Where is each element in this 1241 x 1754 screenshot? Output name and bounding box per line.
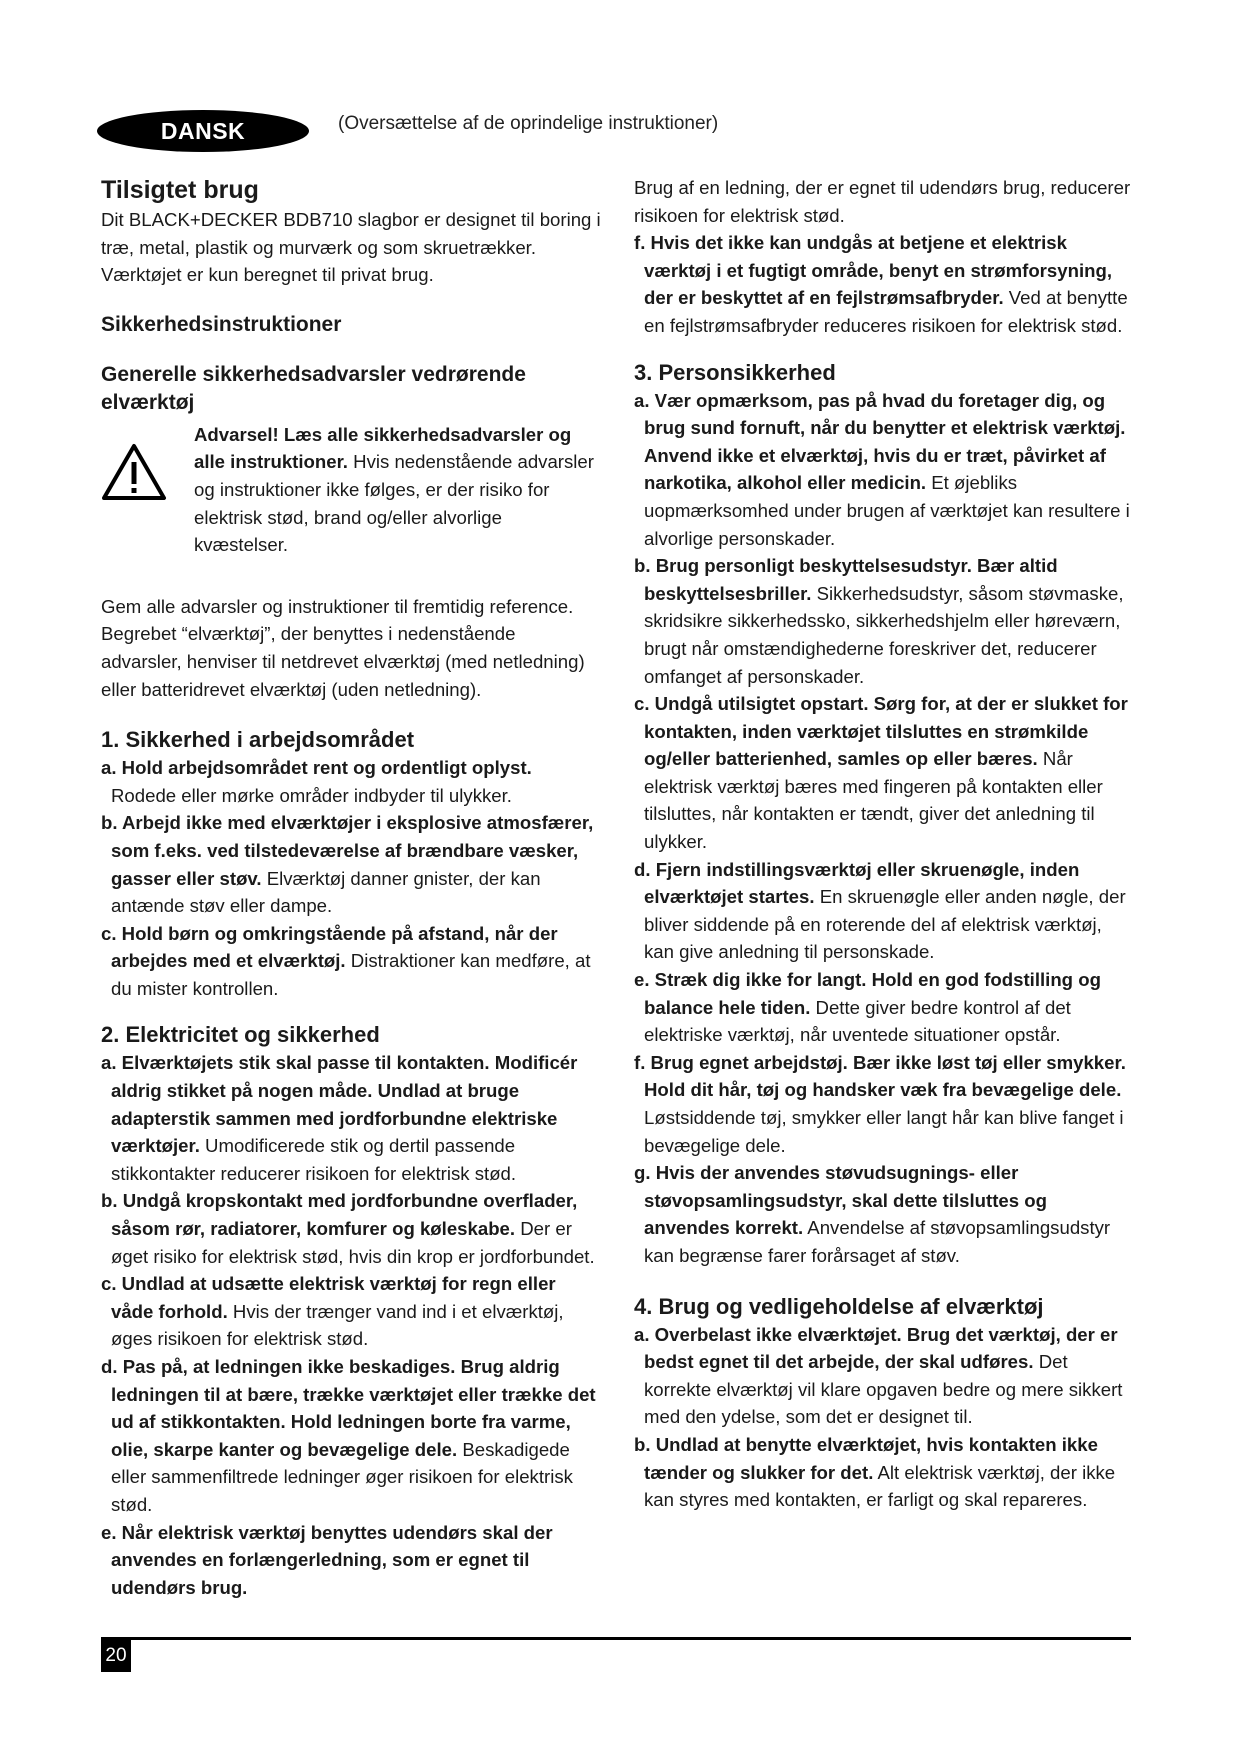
right-column <box>634 174 1134 1514</box>
intended-use-text: Dit BLACK+DECKER BDB710 slagbor er designet til boring i træ, metal, plastik og murværk og som skruetrækker. Værktøjet er kun beregnet til privat brug. <box>101 209 601 286</box>
footer-rule <box>101 1637 1131 1640</box>
section-1-title: 1. Sikkerhed i arbejdsområdet <box>101 727 415 753</box>
warning-text: Advarsel! Læs alle sikkerhedsadvarsler og alle instruktioner. Hvis nedenstående advarsler og instruktioner ikke følges, er der risiko for elektrisk stød, brand og/eller alvorlige kvæstelser. <box>194 423 594 556</box>
item-2a: a. Elværktøjets stik skal passe til kontakten. Modificér aldrig stikket på nogen måde. Undlad at bruge adapterstik sammen med jordforbundne elektriske værktøjer. Umodificerede stik og dertil passende stikkontakter reducerer risikoen for elektrisk stød. <box>101 1052 578 1184</box>
item-4b: b. Undlad at benytte elværktøjet, hvis kontakten ikke tænder og slukker for det. Alt elektrisk værktøj, der ikke kan styres med kontakten, er farligt og skal repareres. <box>634 1433 1116 1511</box>
section-4-title: 4. Brug og vedligeholdelse af elværktøj <box>634 1293 1044 1319</box>
page-number: 20 <box>101 1640 131 1672</box>
item-4a: a. Overbelast ikke elværktøjet. Brug det værktøj, der er bedst egnet til det arbejde, der skal udføres. Det korrekte elværktøj vil klare opgaven bedre og mere sikkert med den ydelse, som det er designet til. <box>634 1323 1123 1428</box>
item-1b: b. Arbejd ikke med elværktøjer i eksplosive atmosfærer, som f.eks. ved tilstedeværelse af brændbare væsker, gasser eller støv. Elværktøj danner gnister, der kan antænde støv eller dampe. <box>101 812 594 917</box>
item-3a: a. Vær opmærksom, pas på hvad du foretager dig, og brug sund fornuft, når du benytter et elektrisk værktøj. Anvend ikke et elværktøj, hvis du er træt, påvirket af narkotika, alkohol eller medicin. Et øjebliks uopmærksomhed under brugen af værktøjet kan resultere i alvorlige personskader. <box>634 389 1130 549</box>
item-3b: b. Brug personligt beskyttelsesudstyr. Bær altid beskyttelsesbriller. Sikkerhedsudstyr, såsom støvmaske, skridsikre sikkerhedssko, sikkerhedshjelm eller høreværn, brugt når omstændighederne foreskriver det, reducerer omfanget af personskader. <box>634 555 1124 687</box>
item-3f: f. Brug egnet arbejdstøj. Bær ikke løst tøj eller smykker. Hold dit hår, tøj og handsker væk fra bevægelige dele. Løstsiddende tøj, smykker eller langt hår kan blive fanget i bevægelige dele. <box>634 1051 1126 1156</box>
warning-block <box>101 421 601 559</box>
left-column <box>101 174 601 1601</box>
item-2f: f. Hvis det ikke kan undgås at betjene et elektrisk værktøj i et fugtigt område, benyt en strømforsyning, der er beskyttet af en fejlstrømsafbryder. Ved at benytte en fejlstrømsafbryder reduceres risikoen for elektrisk stød. <box>634 232 1128 336</box>
general-warnings-title: Generelle sikkerhedsadvarsler vedrørende elværktøj <box>101 362 526 414</box>
item-2b: b. Undgå kropskontakt med jordforbundne overflader, såsom rør, radiatorer, komfurer og køleskabe. Der er øget risiko for elektrisk stød, hvis din krop er jordforbundet. <box>101 1190 595 1267</box>
item-3c: c. Undgå utilsigtet opstart. Sørg for, at der er slukket for kontakten, inden værktøjet tilsluttes en strømkilde og/eller batterienhed, samles op eller bæres. Når elektrisk værktøj bæres med fingeren på kontakten eller tilsluttes, når kontakten er tændt, giver det anledning til ulykker. <box>634 693 1128 853</box>
item-1a: a. Hold arbejdsområdet rent og ordentligt oplyst. Rodede eller mørke områder indbyder til ulykker. <box>101 757 532 806</box>
keep-instructions-text: Gem alle advarsler og instruktioner til fremtidig reference. Begrebet “elværktøj”, der benyttes i nedenstående advarsler, henviser til netdrevet elværktøj (med netledning) eller batteridrevet elværktøj (uden netledning). <box>101 595 585 700</box>
section-3-title: 3. Personsikkerhed <box>634 359 836 385</box>
item-2d: d. Pas på, at ledningen ikke beskadiges. Brug aldrig ledningen til at bære, trække værktøjet eller trække det ud af stikkontakten. Hold ledningen borte fra varme, olie, skarpe kanter og bevægelige dele. Beskadigede eller sammenfiltrede ledninger øger risikoen for elektrisk stød. <box>101 1356 596 1515</box>
language-badge: DANSK <box>97 110 309 152</box>
item-2e-continued: Brug af en ledning, der er egnet til udendørs brug, reducerer risikoen for elektrisk stød. <box>634 177 1131 226</box>
translation-note: (Oversættelse af de oprindelige instruktioner) <box>338 113 719 134</box>
warning-triangle-icon <box>101 439 167 505</box>
item-2e: e. Når elektrisk værktøj benyttes udendørs skal der anvendes en forlængerledning, som er egnet til udendørs brug. <box>101 1521 553 1598</box>
item-2c: c. Undlad at udsætte elektrisk værktøj for regn eller våde forhold. Hvis der trænger vand ind i et elværktøj, øges risikoen for elektrisk stød. <box>101 1273 564 1350</box>
intended-use-title: Tilsigtet brug <box>101 176 259 204</box>
item-3d: d. Fjern indstillingsværktøj eller skruenøgle, inden elværktøjet startes. En skruenøgle eller anden nøgle, der bliver siddende på en roterende del af elektrisk værktøj, kan give anledning til personskade. <box>634 858 1126 963</box>
item-1c: c. Hold børn og omkringstående på afstand, når der arbejdes med et elværktøj. Distraktioner kan medføre, at du mister kontrollen. <box>101 922 591 999</box>
item-3e: e. Stræk dig ikke for langt. Hold en god fodstilling og balance hele tiden. Dette giver bedre kontrol af det elektriske værktøj, når uventede situationer opstår. <box>634 969 1101 1046</box>
safety-title: Sikkerhedsinstruktioner <box>101 312 342 336</box>
item-3g: g. Hvis der anvendes støvudsugnings- eller støvopsamlingsudstyr, skal dette tilsluttes og anvendes korrekt. Anvendelse af støvopsamlingsudstyr kan begrænse farer forårsaget af støv. <box>634 1162 1111 1266</box>
section-2-title: 2. Elektricitet og sikkerhed <box>101 1022 380 1048</box>
